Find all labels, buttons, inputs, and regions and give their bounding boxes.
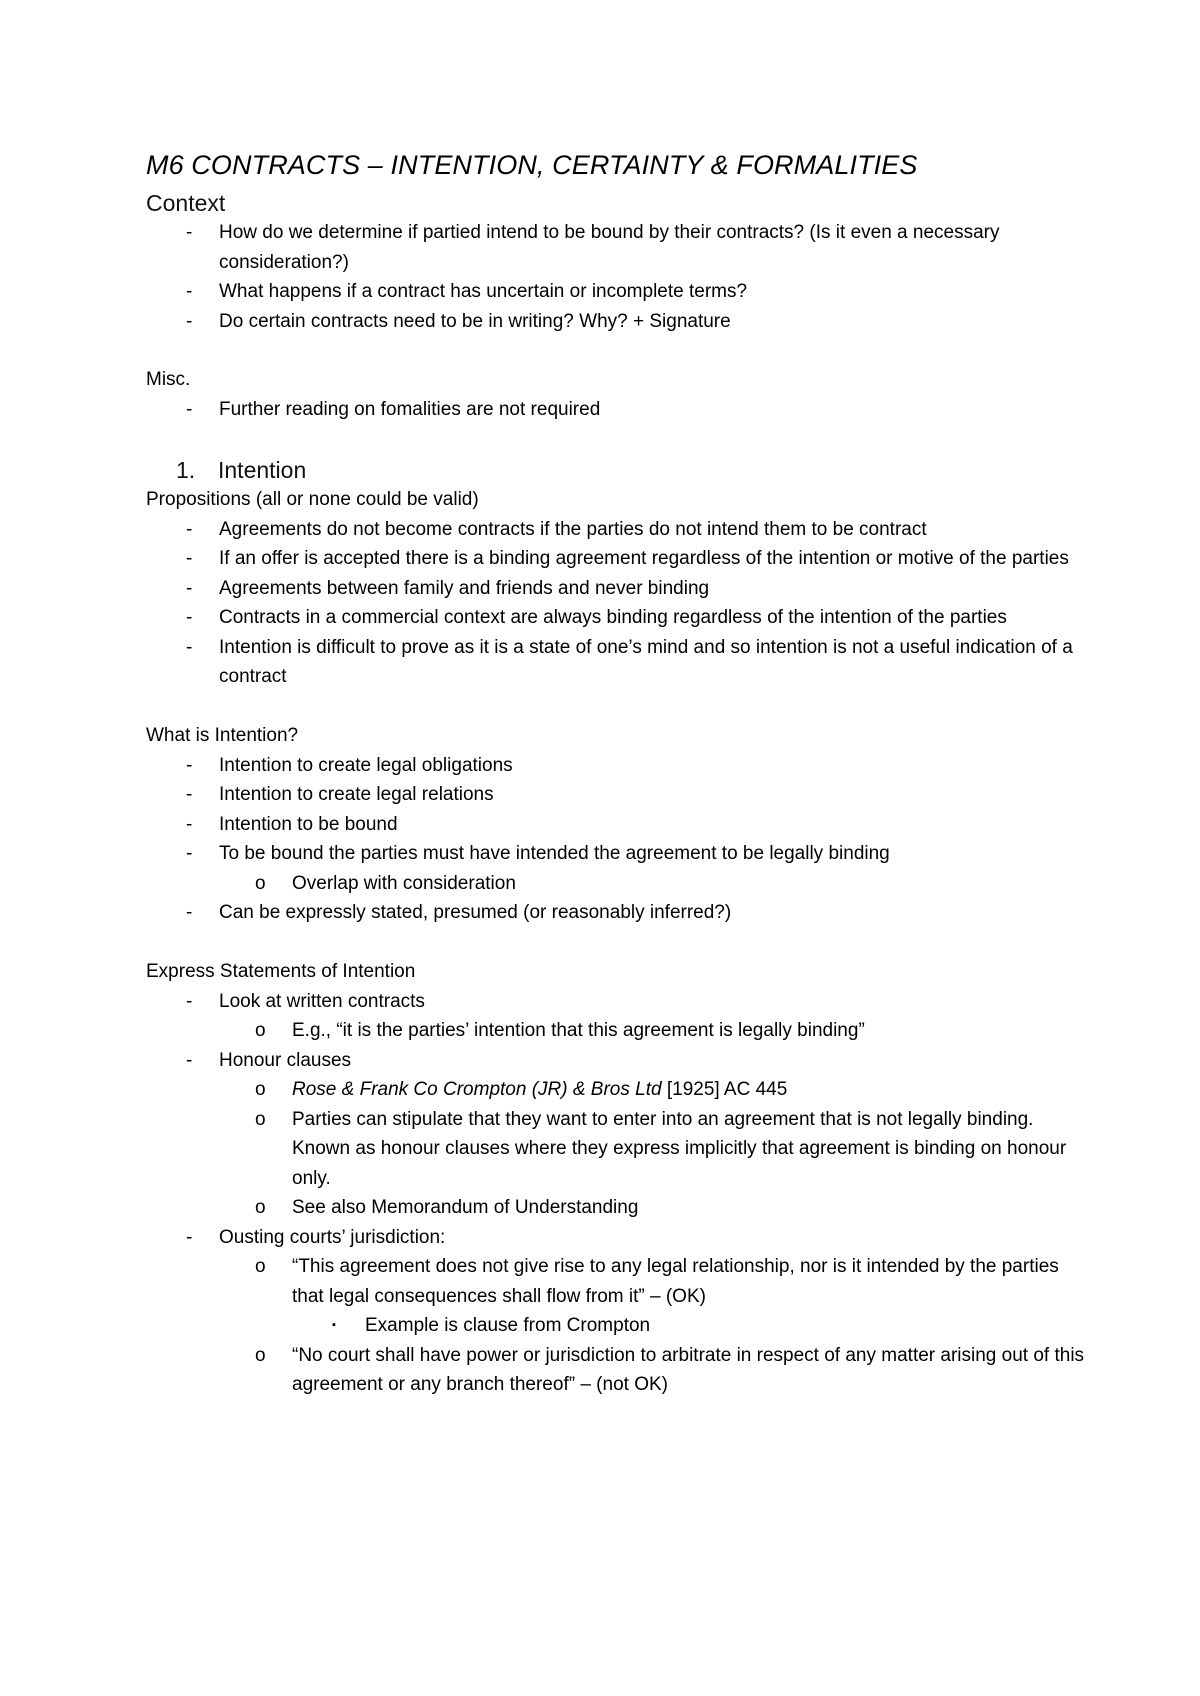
context-heading: Context <box>146 190 226 216</box>
what-is-intention-list <box>146 751 1086 928</box>
propositions-list <box>146 515 1086 692</box>
circle-marker: o <box>255 1079 266 1100</box>
list-item: - Ousting courts’ jurisdiction: o “This agreement does not give rise to any legal relationship, nor is it intended by the parties that legal consequences shall flow from it” – (OK) ▪ Example is clause from Crompton o “No court shall have power or jurisdiction to arbitrate in respect of any matter arising out of this agreement or any branch thereof” – (not OK) <box>146 1223 1086 1400</box>
sub-list <box>219 1016 1086 1046</box>
misc-list <box>146 395 1086 425</box>
circle-marker: o <box>255 1020 266 1041</box>
list-item: - Intention is difficult to prove as it is a state of one’s mind and so intention is not a useful indication of a contract <box>146 633 1086 692</box>
case-citation: [1925] AC 445 <box>661 1079 788 1100</box>
list-item: - How do we determine if partied intend to be bound by their contracts? (Is it even a necessary consideration?) <box>146 218 1086 277</box>
misc-heading: Misc. <box>146 369 191 390</box>
circle-marker: o <box>255 1108 266 1130</box>
list-item: - If an offer is accepted there is a binding agreement regardless of the intention or motive of the parties <box>146 544 1086 574</box>
list-item: - Agreements between family and friends and never binding <box>146 574 1086 604</box>
dash-marker: - <box>186 784 193 805</box>
propositions-label: Propositions (all or none could be valid) <box>146 488 479 510</box>
dash-marker: - <box>186 1049 193 1071</box>
context-list <box>146 218 1086 336</box>
circle-marker: o <box>255 872 266 894</box>
list-item: - Agreements do not become contracts if the parties do not intend them to be contract <box>146 515 1086 545</box>
sub-sub-list <box>292 1311 1086 1341</box>
section-number: 1. <box>176 456 196 483</box>
list-item: - Further reading on fomalities are not required <box>146 395 1086 425</box>
dash-marker: - <box>186 281 193 302</box>
sub-list <box>219 1075 1086 1223</box>
sub-list-item: o See also Memorandum of Understanding <box>219 1193 1086 1223</box>
dash-marker: - <box>186 813 193 835</box>
express-statements-list <box>146 987 1086 1400</box>
dash-marker: - <box>186 222 193 243</box>
sub-list <box>219 1252 1086 1400</box>
case-name: Rose & Frank Co Crompton (JR) & Bros Ltd <box>292 1079 662 1100</box>
what-is-intention-label: What is Intention? <box>146 724 299 746</box>
sub-list-item: o Overlap with consideration <box>219 869 1086 899</box>
list-item: - Intention to be bound <box>146 810 1086 840</box>
sub-sub-list-item: ▪ Example is clause from Crompton <box>292 1311 1086 1341</box>
dash-marker: - <box>186 843 193 864</box>
dash-marker: - <box>186 518 193 540</box>
list-item: - Contracts in a commercial context are always binding regardless of the intention of the parties <box>146 603 1086 633</box>
sub-list-item: o E.g., “it is the parties’ intention that this agreement is legally binding” <box>219 1016 1086 1046</box>
document-title: M6 CONTRACTS – INTENTION, CERTAINTY & FORMALITIES <box>146 150 918 180</box>
sub-list <box>219 869 1086 899</box>
sub-list-item: o Parties can stipulate that they want to enter into an agreement that is not legally binding. Known as honour clauses where they express implicitly that agreement is binding on honour only. <box>219 1105 1086 1194</box>
dash-marker: - <box>186 754 193 776</box>
section-heading-intention: 1. Intention <box>176 456 307 483</box>
dash-marker: - <box>186 902 193 923</box>
circle-marker: o <box>255 1344 266 1366</box>
dash-marker: - <box>186 636 193 658</box>
circle-marker: o <box>255 1256 266 1277</box>
dash-marker: - <box>186 577 193 599</box>
list-item: - Intention to create legal obligations <box>146 751 1086 781</box>
dash-marker: - <box>186 399 193 420</box>
list-item: - Can be expressly stated, presumed (or reasonably inferred?) <box>146 898 1086 928</box>
list-item: - What happens if a contract has uncertain or incomplete terms? <box>146 277 1086 307</box>
list-item: - Look at written contracts o E.g., “it is the parties’ intention that this agreement is legally binding” <box>146 987 1086 1046</box>
dash-marker: - <box>186 990 193 1012</box>
dash-marker: - <box>186 1226 193 1248</box>
express-statements-label: Express Statements of Intention <box>146 960 416 982</box>
circle-marker: o <box>255 1197 266 1218</box>
square-marker: ▪ <box>332 1319 336 1331</box>
list-item: - Do certain contracts need to be in writing? Why? + Signature <box>146 307 1086 337</box>
document-page <box>146 148 1086 1400</box>
dash-marker: - <box>186 548 193 569</box>
list-item: - Intention to create legal relations <box>146 780 1086 810</box>
sub-list-item <box>219 1075 1086 1105</box>
list-item: - To be bound the parties must have intended the agreement to be legally binding o Overlap with consideration <box>146 839 1086 898</box>
dash-marker: - <box>186 310 193 332</box>
list-item: - Honour clauses o Rose & Frank Co Crompton (JR) & Bros Ltd [1925] AC 445 o Parties can stipulate that they want to enter into an agreement that is not legally binding. Known as honour clauses where they express implicitly that agreement is binding on honour only. o See also Memorandum of Understanding <box>146 1046 1086 1223</box>
sub-list-item: o “This agreement does not give rise to any legal relationship, nor is it intended by the parties that legal consequences shall flow from it” – (OK) ▪ Example is clause from Crompton <box>219 1252 1086 1341</box>
sub-list-item: o “No court shall have power or jurisdiction to arbitrate in respect of any matter arising out of this agreement or any branch thereof” – (not OK) <box>219 1341 1086 1400</box>
dash-marker: - <box>186 607 193 628</box>
